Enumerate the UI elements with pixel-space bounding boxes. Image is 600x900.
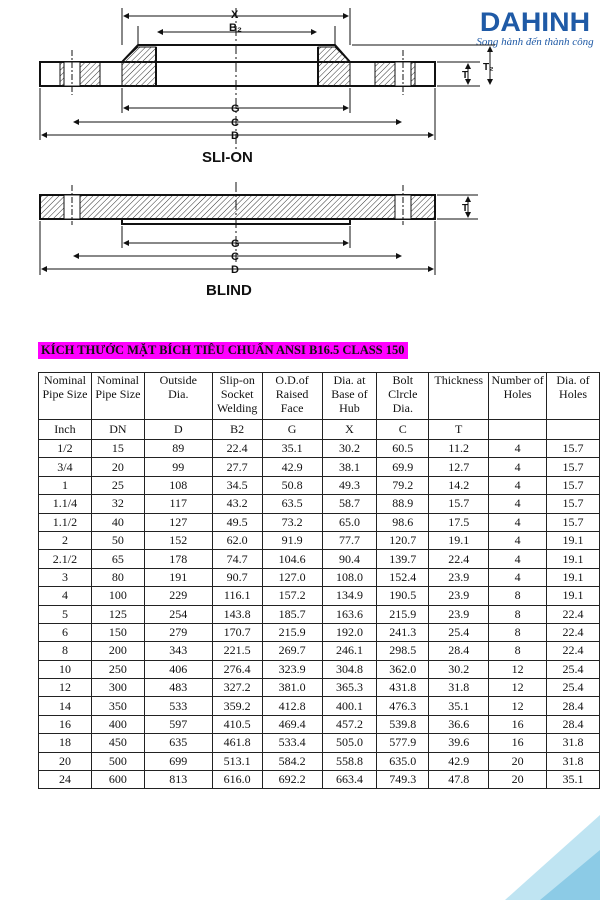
table-row bbox=[39, 495, 600, 513]
table-cell: 1.1/2 bbox=[39, 513, 92, 531]
table-title: KÍCH THƯỚC MẶT BÍCH TIÊU CHUẨN ANSI B16.5 CLASS 150 bbox=[38, 342, 408, 359]
table-cell: 31.8 bbox=[547, 752, 600, 770]
table-cell: 49.3 bbox=[322, 476, 377, 494]
column-header bbox=[489, 373, 547, 420]
table-cell: 513.1 bbox=[212, 752, 262, 770]
table-cell: 88.9 bbox=[377, 495, 429, 513]
table-cell: 254 bbox=[144, 605, 212, 623]
caption-slip-on: SLI-ON bbox=[202, 149, 253, 166]
table-row bbox=[39, 476, 600, 494]
table-cell: 125 bbox=[91, 605, 144, 623]
table-cell: 600 bbox=[91, 771, 144, 789]
table-cell: 8 bbox=[39, 642, 92, 660]
table-cell: 10 bbox=[39, 660, 92, 678]
table-cell: 19.1 bbox=[547, 531, 600, 549]
table-cell: 3/4 bbox=[39, 458, 92, 476]
table-row bbox=[39, 605, 600, 623]
table-row bbox=[39, 697, 600, 715]
table-cell: 17.5 bbox=[429, 513, 489, 531]
units-row bbox=[39, 420, 600, 440]
table-cell: 4 bbox=[489, 550, 547, 568]
table-cell: 8 bbox=[489, 587, 547, 605]
table-cell: 74.7 bbox=[212, 550, 262, 568]
table-cell: 90.7 bbox=[212, 568, 262, 586]
column-header-line: Holes bbox=[503, 387, 532, 401]
label-x: X bbox=[231, 9, 239, 21]
table-cell: 152 bbox=[144, 531, 212, 549]
blind-drawing bbox=[40, 182, 478, 299]
label-b2: B₂ bbox=[229, 22, 242, 34]
table-cell: 117 bbox=[144, 495, 212, 513]
corner-decoration-inner bbox=[540, 850, 600, 900]
table-cell: 584.2 bbox=[262, 752, 322, 770]
column-header-line: Nominal bbox=[96, 373, 139, 387]
table-cell: 150 bbox=[91, 623, 144, 641]
table-cell: 50 bbox=[91, 531, 144, 549]
table-cell: 20 bbox=[489, 752, 547, 770]
table-row bbox=[39, 752, 600, 770]
table-cell: 69.9 bbox=[377, 458, 429, 476]
label-blind-d: D bbox=[231, 264, 239, 276]
table-cell: 25.4 bbox=[547, 679, 600, 697]
table-cell: 412.8 bbox=[262, 697, 322, 715]
table-cell: 558.8 bbox=[322, 752, 377, 770]
table-cell: 577.9 bbox=[377, 734, 429, 752]
header-row bbox=[39, 373, 600, 420]
table-cell: 476.3 bbox=[377, 697, 429, 715]
table-cell: 323.9 bbox=[262, 660, 322, 678]
table-cell: 116.1 bbox=[212, 587, 262, 605]
table-cell: 47.8 bbox=[429, 771, 489, 789]
table-cell: 699 bbox=[144, 752, 212, 770]
column-header-line: Dia. of bbox=[556, 373, 590, 387]
table-cell: 381.0 bbox=[262, 679, 322, 697]
table-cell: 31.8 bbox=[547, 734, 600, 752]
table-row bbox=[39, 623, 600, 641]
column-header-line: Face bbox=[280, 401, 304, 415]
table-cell: 192.0 bbox=[322, 623, 377, 641]
table-cell: 11.2 bbox=[429, 440, 489, 458]
unit-cell: C bbox=[377, 420, 429, 440]
table-cell: 42.9 bbox=[262, 458, 322, 476]
label-t: T bbox=[462, 70, 469, 81]
table-cell: 25 bbox=[91, 476, 144, 494]
unit-cell: T bbox=[429, 420, 489, 440]
table-cell: 15.7 bbox=[547, 513, 600, 531]
table-cell: 15 bbox=[91, 440, 144, 458]
column-header-line: Clrcle bbox=[388, 387, 418, 401]
column-header bbox=[262, 373, 322, 420]
table-cell: 100 bbox=[91, 587, 144, 605]
unit-cell: DN bbox=[91, 420, 144, 440]
table-cell: 50.8 bbox=[262, 476, 322, 494]
table-row bbox=[39, 642, 600, 660]
table-cell: 28.4 bbox=[547, 715, 600, 733]
table-cell: 533 bbox=[144, 697, 212, 715]
table-cell: 152.4 bbox=[377, 568, 429, 586]
table-cell: 450 bbox=[91, 734, 144, 752]
table-cell: 461.8 bbox=[212, 734, 262, 752]
label-blind-g: G bbox=[231, 238, 240, 250]
table-cell: 19.1 bbox=[547, 568, 600, 586]
table-cell: 23.9 bbox=[429, 587, 489, 605]
table-cell: 178 bbox=[144, 550, 212, 568]
table-cell: 190.5 bbox=[377, 587, 429, 605]
table-cell: 4 bbox=[489, 531, 547, 549]
table-cell: 406 bbox=[144, 660, 212, 678]
table-cell: 20 bbox=[39, 752, 92, 770]
table-cell: 34.5 bbox=[212, 476, 262, 494]
table-cell: 400 bbox=[91, 715, 144, 733]
unit-cell: B2 bbox=[212, 420, 262, 440]
table-cell: 65.0 bbox=[322, 513, 377, 531]
table-cell: 2 bbox=[39, 531, 92, 549]
table-cell: 38.1 bbox=[322, 458, 377, 476]
table-cell: 483 bbox=[144, 679, 212, 697]
table-cell: 12 bbox=[489, 679, 547, 697]
table-row bbox=[39, 660, 600, 678]
table-cell: 19.1 bbox=[547, 587, 600, 605]
table-cell: 23.9 bbox=[429, 568, 489, 586]
table-cell: 127.0 bbox=[262, 568, 322, 586]
table-cell: 20 bbox=[489, 771, 547, 789]
table-cell: 28.4 bbox=[547, 697, 600, 715]
table-cell: 457.2 bbox=[322, 715, 377, 733]
table-cell: 22.4 bbox=[547, 605, 600, 623]
table-cell: 49.5 bbox=[212, 513, 262, 531]
table-cell: 539.8 bbox=[377, 715, 429, 733]
table-cell: 16 bbox=[489, 734, 547, 752]
column-header bbox=[91, 373, 144, 420]
table-cell: 31.8 bbox=[429, 679, 489, 697]
table-cell: 15.7 bbox=[547, 476, 600, 494]
column-header bbox=[144, 373, 212, 420]
column-header-line: Outside bbox=[159, 373, 197, 387]
table-cell: 22.4 bbox=[547, 642, 600, 660]
table-cell: 27.7 bbox=[212, 458, 262, 476]
table-cell: 23.9 bbox=[429, 605, 489, 623]
table-cell: 250 bbox=[91, 660, 144, 678]
column-header-line: Pipe Size bbox=[95, 387, 141, 401]
table-row bbox=[39, 734, 600, 752]
table-row bbox=[39, 458, 600, 476]
table-cell: 279 bbox=[144, 623, 212, 641]
table-cell: 35.1 bbox=[429, 697, 489, 715]
column-header-line: Base of bbox=[331, 387, 368, 401]
table-cell: 14.2 bbox=[429, 476, 489, 494]
table-cell: 359.2 bbox=[212, 697, 262, 715]
table-row bbox=[39, 531, 600, 549]
table-cell: 30.2 bbox=[429, 660, 489, 678]
unit-cell: Inch bbox=[39, 420, 92, 440]
table-cell: 362.0 bbox=[377, 660, 429, 678]
table-cell: 15.7 bbox=[547, 458, 600, 476]
table-cell: 134.9 bbox=[322, 587, 377, 605]
table-row bbox=[39, 771, 600, 789]
table-cell: 298.5 bbox=[377, 642, 429, 660]
table-cell: 215.9 bbox=[262, 623, 322, 641]
table-cell: 35.1 bbox=[547, 771, 600, 789]
table-cell: 108 bbox=[144, 476, 212, 494]
table-cell: 22.4 bbox=[547, 623, 600, 641]
table-cell: 36.6 bbox=[429, 715, 489, 733]
table-cell: 241.3 bbox=[377, 623, 429, 641]
table-cell: 343 bbox=[144, 642, 212, 660]
column-header-line: Dia. bbox=[392, 401, 413, 415]
column-header-line: Holes bbox=[559, 387, 588, 401]
column-header-line: Number of bbox=[491, 373, 544, 387]
table-cell: 304.8 bbox=[322, 660, 377, 678]
column-header-line: Raised bbox=[275, 387, 309, 401]
table-cell: 12 bbox=[489, 660, 547, 678]
column-header bbox=[322, 373, 377, 420]
table-cell: 1.1/4 bbox=[39, 495, 92, 513]
table-cell: 191 bbox=[144, 568, 212, 586]
table-cell: 139.7 bbox=[377, 550, 429, 568]
column-header-line: Pipe Size bbox=[42, 387, 88, 401]
table-cell: 42.9 bbox=[429, 752, 489, 770]
column-header-line: Hub bbox=[339, 401, 360, 415]
column-header-line: Welding bbox=[217, 401, 258, 415]
table-cell: 77.7 bbox=[322, 531, 377, 549]
table-cell: 15.7 bbox=[547, 495, 600, 513]
caption-blind: BLIND bbox=[206, 282, 252, 299]
table-cell: 58.7 bbox=[322, 495, 377, 513]
table-body bbox=[39, 420, 600, 789]
column-header-line: Slip-on bbox=[219, 373, 255, 387]
table-cell: 4 bbox=[489, 476, 547, 494]
table-cell: 692.2 bbox=[262, 771, 322, 789]
table-cell: 8 bbox=[489, 605, 547, 623]
label-t2: T₂ bbox=[483, 62, 494, 73]
column-header-line: Dia. bbox=[168, 387, 189, 401]
table-cell: 533.4 bbox=[262, 734, 322, 752]
table-cell: 98.6 bbox=[377, 513, 429, 531]
table-cell: 60.5 bbox=[377, 440, 429, 458]
table-cell: 40 bbox=[91, 513, 144, 531]
table-cell: 24 bbox=[39, 771, 92, 789]
column-header bbox=[39, 373, 92, 420]
table-row bbox=[39, 587, 600, 605]
table-cell: 16 bbox=[489, 715, 547, 733]
table-cell: 108.0 bbox=[322, 568, 377, 586]
table-cell: 635 bbox=[144, 734, 212, 752]
table-cell: 89 bbox=[144, 440, 212, 458]
table-cell: 18 bbox=[39, 734, 92, 752]
table-cell: 63.5 bbox=[262, 495, 322, 513]
table-cell: 215.9 bbox=[377, 605, 429, 623]
table-cell: 221.5 bbox=[212, 642, 262, 660]
table-cell: 127 bbox=[144, 513, 212, 531]
column-header-line: Dia. at bbox=[333, 373, 366, 387]
slip-on-drawing bbox=[40, 8, 495, 166]
table-cell: 663.4 bbox=[322, 771, 377, 789]
table-cell: 350 bbox=[91, 697, 144, 715]
table-cell: 749.3 bbox=[377, 771, 429, 789]
table-cell: 8 bbox=[489, 642, 547, 660]
unit-cell bbox=[547, 420, 600, 440]
table-cell: 3 bbox=[39, 568, 92, 586]
table-cell: 4 bbox=[489, 568, 547, 586]
table-cell: 28.4 bbox=[429, 642, 489, 660]
table-cell: 4 bbox=[489, 458, 547, 476]
table-cell: 8 bbox=[489, 623, 547, 641]
table-row bbox=[39, 715, 600, 733]
column-header bbox=[212, 373, 262, 420]
column-header-line: Bolt bbox=[392, 373, 414, 387]
table-cell: 99 bbox=[144, 458, 212, 476]
flange-drawings bbox=[0, 0, 600, 330]
table-cell: 143.8 bbox=[212, 605, 262, 623]
unit-cell bbox=[489, 420, 547, 440]
table-cell: 505.0 bbox=[322, 734, 377, 752]
table-cell: 410.5 bbox=[212, 715, 262, 733]
table-cell: 616.0 bbox=[212, 771, 262, 789]
label-g: G bbox=[231, 103, 240, 115]
table-row bbox=[39, 440, 600, 458]
table-cell: 813 bbox=[144, 771, 212, 789]
table-cell: 469.4 bbox=[262, 715, 322, 733]
column-header-line: Socket bbox=[220, 387, 254, 401]
table-row bbox=[39, 568, 600, 586]
unit-cell: G bbox=[262, 420, 322, 440]
unit-cell: X bbox=[322, 420, 377, 440]
table-cell: 6 bbox=[39, 623, 92, 641]
table-cell: 25.4 bbox=[547, 660, 600, 678]
table-cell: 20 bbox=[91, 458, 144, 476]
table-cell: 4 bbox=[489, 495, 547, 513]
table-cell: 4 bbox=[489, 440, 547, 458]
table-cell: 327.2 bbox=[212, 679, 262, 697]
label-d: D bbox=[231, 130, 239, 142]
table-cell: 500 bbox=[91, 752, 144, 770]
table-cell: 400.1 bbox=[322, 697, 377, 715]
table-cell: 12.7 bbox=[429, 458, 489, 476]
table-cell: 185.7 bbox=[262, 605, 322, 623]
column-header bbox=[377, 373, 429, 420]
table-cell: 2.1/2 bbox=[39, 550, 92, 568]
table-cell: 1 bbox=[39, 476, 92, 494]
column-header bbox=[429, 373, 489, 420]
table-cell: 246.1 bbox=[322, 642, 377, 660]
table-cell: 365.3 bbox=[322, 679, 377, 697]
table-cell: 635.0 bbox=[377, 752, 429, 770]
table-cell: 170.7 bbox=[212, 623, 262, 641]
table-cell: 157.2 bbox=[262, 587, 322, 605]
table-cell: 90.4 bbox=[322, 550, 377, 568]
table-cell: 19.1 bbox=[429, 531, 489, 549]
table-cell: 4 bbox=[489, 513, 547, 531]
table-cell: 80 bbox=[91, 568, 144, 586]
table-cell: 104.6 bbox=[262, 550, 322, 568]
table-cell: 15.7 bbox=[547, 440, 600, 458]
table-cell: 120.7 bbox=[377, 531, 429, 549]
column-header-line: Thickness bbox=[434, 373, 484, 387]
column-header-line: O.D.of bbox=[275, 373, 309, 387]
label-c: C bbox=[231, 117, 239, 129]
table-cell: 4 bbox=[39, 587, 92, 605]
table-cell: 597 bbox=[144, 715, 212, 733]
table-cell: 91.9 bbox=[262, 531, 322, 549]
logo-slogan: Song hành đến thành công bbox=[476, 36, 594, 48]
logo-name: DAHINH bbox=[479, 7, 591, 37]
table-cell: 32 bbox=[91, 495, 144, 513]
table-cell: 5 bbox=[39, 605, 92, 623]
column-header bbox=[547, 373, 600, 420]
table-cell: 15.7 bbox=[429, 495, 489, 513]
table-row bbox=[39, 550, 600, 568]
table-cell: 30.2 bbox=[322, 440, 377, 458]
table-cell: 1/2 bbox=[39, 440, 92, 458]
table-cell: 39.6 bbox=[429, 734, 489, 752]
table-cell: 16 bbox=[39, 715, 92, 733]
table-cell: 43.2 bbox=[212, 495, 262, 513]
table-row bbox=[39, 679, 600, 697]
table-cell: 200 bbox=[91, 642, 144, 660]
table-cell: 431.8 bbox=[377, 679, 429, 697]
table-cell: 12 bbox=[39, 679, 92, 697]
table-cell: 25.4 bbox=[429, 623, 489, 641]
table-cell: 163.6 bbox=[322, 605, 377, 623]
label-blind-c: C bbox=[231, 251, 239, 263]
table-cell: 73.2 bbox=[262, 513, 322, 531]
column-header-line: Nominal bbox=[43, 373, 86, 387]
flange-spec-table bbox=[38, 372, 600, 789]
table-cell: 12 bbox=[489, 697, 547, 715]
table-cell: 79.2 bbox=[377, 476, 429, 494]
table-cell: 65 bbox=[91, 550, 144, 568]
table-cell: 229 bbox=[144, 587, 212, 605]
unit-cell: D bbox=[144, 420, 212, 440]
table-cell: 19.1 bbox=[547, 550, 600, 568]
table-cell: 62.0 bbox=[212, 531, 262, 549]
table-cell: 35.1 bbox=[262, 440, 322, 458]
table-cell: 14 bbox=[39, 697, 92, 715]
label-blind-t: T bbox=[462, 203, 469, 214]
table-cell: 22.4 bbox=[212, 440, 262, 458]
table-cell: 300 bbox=[91, 679, 144, 697]
table-cell: 276.4 bbox=[212, 660, 262, 678]
table-cell: 269.7 bbox=[262, 642, 322, 660]
table-cell: 22.4 bbox=[429, 550, 489, 568]
table-row bbox=[39, 513, 600, 531]
